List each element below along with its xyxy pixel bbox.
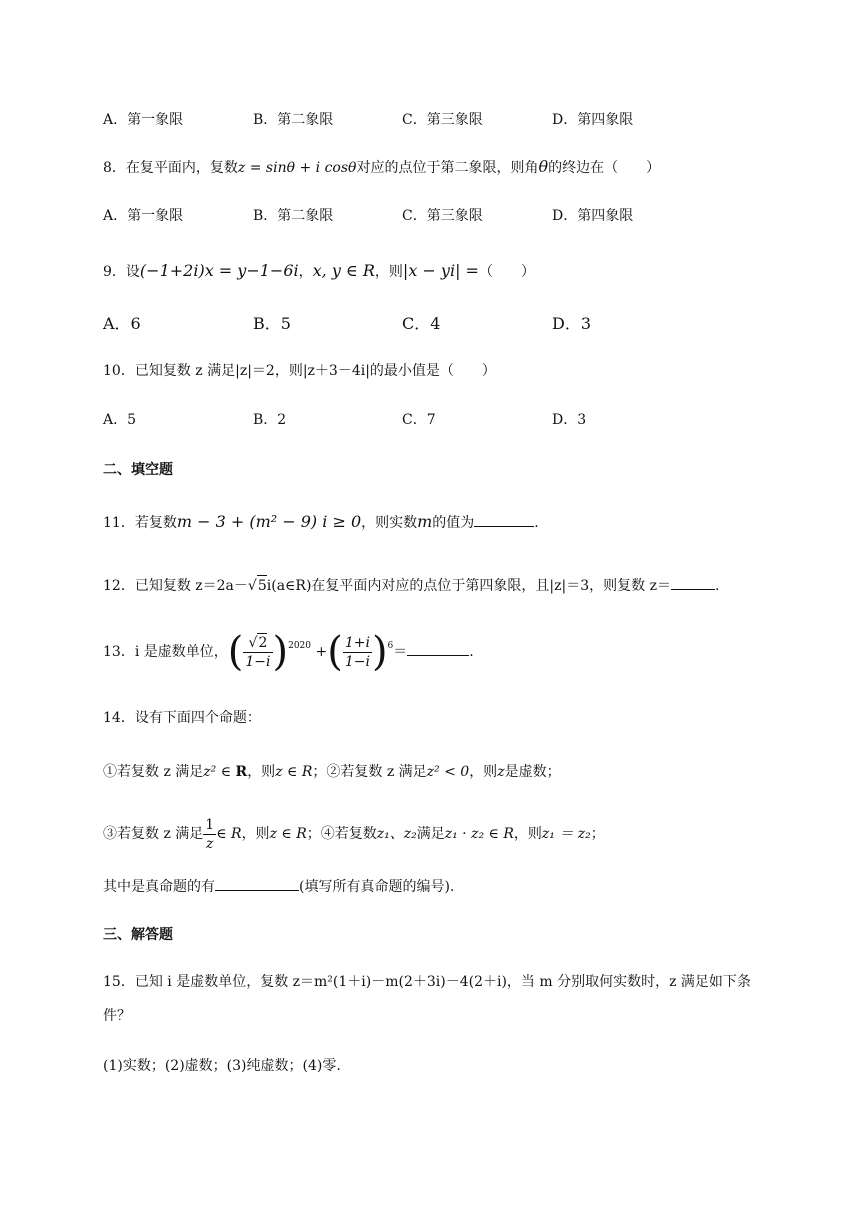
q14-tail-text-b: (填写所有真命题的编号). [299,879,455,895]
q9-option-a: A．6 [103,314,141,333]
q13-exp-2: 6 [387,641,394,651]
q15-number: 15． [103,974,135,990]
q13-f1-den: 1−i [245,654,271,670]
q11-text-c: 的值为 [432,515,475,531]
q13-number: 13． [103,644,135,660]
q14-intro-text: 设有下面四个命题： [134,710,261,726]
q15-question-line-2 [103,1006,131,1026]
q8-option-b: B．第二象限 [253,208,334,224]
q7-option-b: B．第二象限 [253,112,334,128]
q14-p2-text: ；②若复数 z 满足 [312,764,427,780]
q9-formula: (−1+2i)x = y−1−6i [139,261,299,280]
q14-p4-then: ，则 [513,826,542,842]
q14-answer-blank[interactable] [215,876,299,891]
q15-text-b: 件？ [103,1008,131,1024]
q13-paren-open-2: ( [327,629,343,675]
q9-option-d: D．3 [552,314,592,333]
q10-option-d: D．3 [552,412,587,428]
q10-option-c: C．7 [402,412,436,428]
q12-text-b: i(a∈R)在复平面内对应的点位于第四象限，且|z|＝3，则复数 z＝ [266,578,671,594]
q15-text-c: (1)实数；(2)虚数；(3)纯虚数；(4)零. [103,1058,341,1074]
q14-p4-vars: z₁、z₂ [376,826,417,842]
q13-answer-blank[interactable] [407,641,469,656]
q14-p1-formula: z² ∈ [203,764,236,780]
q15-subparts [103,1056,341,1076]
q7-option-c: C．第三象限 [402,112,483,128]
q14-p4-satisfy: 满足 [416,826,445,842]
q14-p4-conclusion: z₁ ＝ z₂ [541,826,591,842]
q14-tail-text-a: 其中是真命题的有 [103,879,215,895]
q9-text-b: ， [298,264,313,280]
q14-p1-R: R [235,764,248,780]
q9-question [103,261,535,282]
q11-formula: m − 3 + (m² − 9) i ≥ 0 [176,512,362,531]
q8-text-c: 的终边在（ ） [548,160,661,176]
q15-question-line-1 [103,972,751,992]
q8-option-d: D．第四象限 [552,208,634,224]
q14-propositions-1-2 [103,762,561,782]
q9-option-c: C．4 [402,314,441,333]
q15-text-a: 已知 i 是虚数单位，复数 z＝m²(1＋i)－m(2＋3i)－4(2＋i)，当 m 分别取何实数时，z 满足如下条 [134,974,751,990]
q13-question [103,628,474,676]
q8-option-a: A．第一象限 [103,208,184,224]
q10-text: 已知复数 z 满足|z|＝2，则|z＋3－4i|的最小值是（ ） [134,363,496,379]
q9-option-b: B．5 [253,314,291,333]
q14-p1-then: ，则 [247,764,276,780]
q10-question [103,361,496,381]
q13-text-a: i 是虚数单位， [134,644,228,660]
q8-formula: z = sinθ + i cosθ [237,160,357,176]
q14-p4-end: ； [590,826,605,842]
q9-text-c: ，则 [374,264,403,280]
q11-number: 11． [103,515,135,531]
q13-fraction-2 [343,634,372,671]
q9-number: 9． [103,264,126,280]
q8-question [103,157,660,178]
q14-p1-conclusion: z ∈ R [275,764,313,780]
q14-p3-num: 1 [205,816,215,833]
q13-exp-1: 2020 [288,641,312,651]
q13-paren-open-1: ( [227,629,244,675]
q10-option-b: B．2 [253,412,287,428]
q10-number: 10． [103,363,135,379]
q11-answer-blank[interactable] [474,512,534,527]
q14-intro [103,708,261,728]
q9-text-d: （ ） [478,264,535,280]
q12-question: 12．已知复数 z＝2a－√5i(a∈R)在复平面内对应的点位于第四象限，且|z|＝3，则复数 z＝ . [103,575,719,596]
q14-p2-conclusion: 是虚数； [504,764,561,780]
q14-p1-text: ①若复数 z 满足 [103,764,204,780]
q13-paren-close-2: ) [371,629,388,675]
q8-number: 8． [103,160,126,176]
q14-tail [103,876,454,897]
q13-f1-num: 2 [258,635,268,651]
q14-p4-formula: z₁ · z₂ ∈ R [444,826,514,842]
q14-p3-then: ，则 [241,826,270,842]
q14-p2-z: z [497,764,505,780]
q14-p2-then: ，则 [469,764,498,780]
q12-answer-blank[interactable] [671,575,715,590]
q11-end: . [534,515,539,531]
q12-number: 12． [103,578,135,594]
q11-text-a: 若复数 [134,515,177,531]
q13-eq: ＝ [393,644,408,660]
q13-f2-num: 1+i [344,634,370,651]
q13-paren-close-1: ) [272,629,289,675]
q11-var: m [417,512,433,531]
q11-question [103,512,539,533]
q14-p4-text: ；④若复数 [306,826,377,842]
q8-text-b: 对应的点位于第二象限，则角 [356,160,539,176]
q9-abs: |x − yi| = [402,261,479,280]
q13-plus: + [315,644,328,660]
q14-p3-den: z [206,835,214,852]
q10-option-a: A．5 [103,412,137,428]
q12-end: . [714,578,720,594]
q14-p3-formula: ∈ R [216,826,242,842]
q9-vars: x, y ∈ R [312,261,375,280]
q7-option-d: D．第四象限 [552,112,634,128]
q14-number: 14． [103,710,135,726]
q8-theta: θ [538,157,549,176]
q13-end: . [469,644,474,660]
q7-option-a: A．第一象限 [103,112,184,128]
q13-fraction-1: $\frac{√2}{1-i}$ [245,635,271,670]
q14-p2-formula: z² < 0 [426,764,470,780]
q11-text-b: ，则实数 [361,515,418,531]
q13-f2-den: 1−i [344,653,370,670]
section-heading-answer: 三、解答题 [103,927,173,943]
q12-sqrt: 5 [257,575,267,596]
q12-text-a: 已知复数 z＝2a－ [134,578,248,594]
q14-propositions-3-4 [103,812,605,856]
q9-text-a: 设 [125,264,140,280]
q8-text-a: 在复平面内，复数 [125,160,238,176]
section-heading-fill-in: 二、填空题 [103,462,173,478]
q8-option-c: C．第三象限 [402,208,483,224]
q14-p3-fraction [203,816,216,853]
q14-p3-text: ③若复数 z 满足 [103,826,204,842]
q14-p3-conclusion: z ∈ R [269,826,307,842]
